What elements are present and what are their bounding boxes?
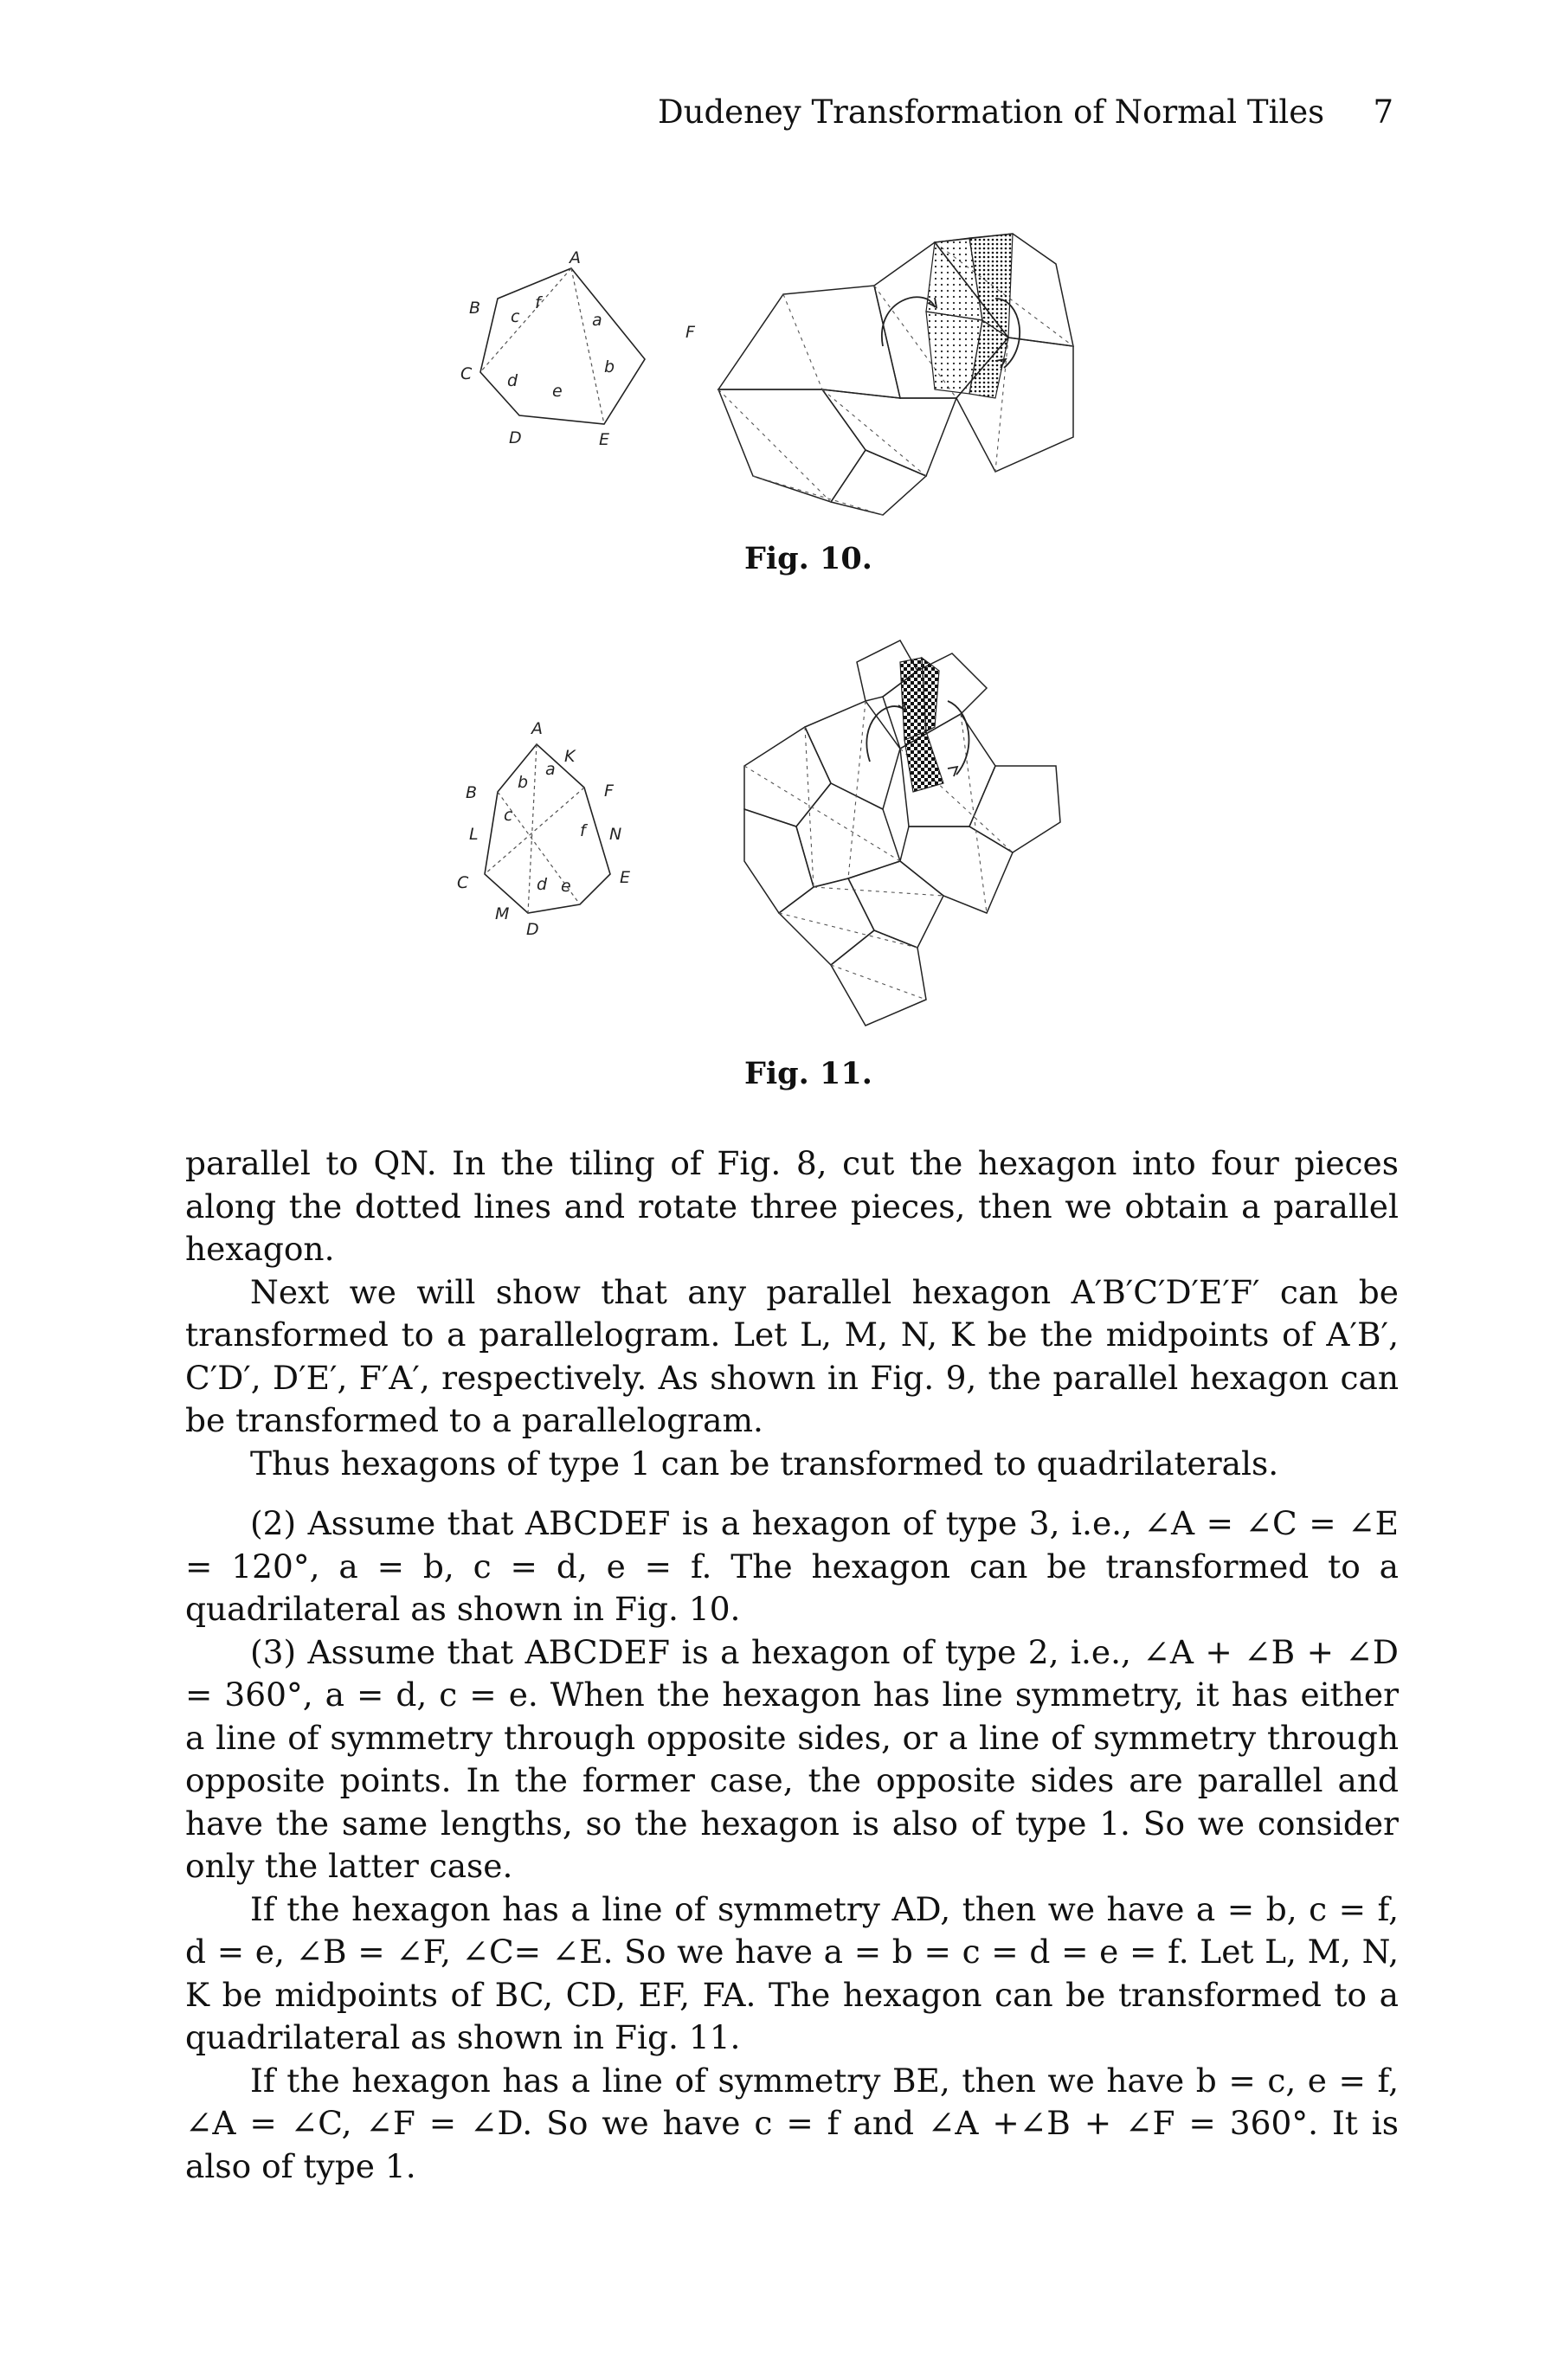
running-head <box>658 93 1393 131</box>
paragraph-6: If the hexagon has a line of symmetry AD, then we have a = b, c = f, d = e, ∠B = ∠F, ∠C= ∠E. So we have a = b = c = d = e = f. Let L, M, N, K be midpoints of BC, CD, EF, FA. The hexagon can be transformed to a quadrilateral as shown in Fig. 11. <box>185 1889 1399 2056</box>
paragraph-7: If the hexagon has a line of symmetry BE, then we have b = c, e = f, ∠A = ∠C, ∠F = ∠D. So we have c = f and ∠A +∠B + ∠F = 360°. It is also of type 1. <box>185 2061 1399 2185</box>
fig10-angle-e: e <box>552 382 563 401</box>
fig11-label-A: A <box>531 719 543 738</box>
paragraph-3: Thus hexagons of type 1 can be transformed to quadrilaterals. <box>250 1444 1279 1483</box>
fig11-label-L: L <box>469 825 479 844</box>
running-title: Dudeney Transformation of Normal Tiles <box>658 93 1325 131</box>
fig10-hexagon <box>450 251 710 450</box>
fig11-label-K: K <box>564 747 576 766</box>
fig11-label-C: C <box>457 873 469 892</box>
paragraph-1: parallel to QN. In the tiling of Fig. 8, cut the hexagon into four pieces along the dotted lines and rotate three pieces, then we obtain a parallel hexagon. <box>185 1144 1399 1268</box>
paragraph-5: (3) Assume that ABCDEF is a hexagon of type 2, i.e., ∠A + ∠B + ∠D = 360°, a = d, c = e. When the hexagon has line symmetry, it has either a line of symmetry through opposite sides, or a line of symmetry through opposite points. In the former case, the opposite sides are parallel and have the same lengths, so the hexagon is also of type 1. So we consider only the latter case. <box>185 1632 1399 1885</box>
fig10-label-C: C <box>460 364 473 383</box>
fig11-label-N: N <box>609 825 622 844</box>
fig11-angle-d: d <box>537 875 548 894</box>
fig11-angle-f: f <box>580 821 586 840</box>
page-number: 7 <box>1373 93 1393 131</box>
fig11-label-D: D <box>526 920 539 939</box>
paragraph-2: Next we will show that any parallel hexagon A′B′C′D′E′F′ can be transformed to a parallelogram. Let L, M, N, K be the midpoints of A′B′, C′D′, D′E′, F′A′, respectively. As shown in Fig. 9, the parallel hexagon can be transformed to a parallelogram. <box>185 1272 1399 1439</box>
paragraph-4: (2) Assume that ABCDEF is a hexagon of type 3, i.e., ∠A = ∠C = ∠E = 120°, a = b, c = d, e = f. The hexagon can be transformed to a quadrilateral as shown in Fig. 10. <box>185 1504 1399 1628</box>
fig10-label-A: A <box>570 251 581 267</box>
fig11-hexagon <box>450 718 710 943</box>
fig10-angle-d: d <box>507 371 518 390</box>
fig10-caption: Fig. 10. <box>744 541 872 576</box>
fig10-label-D: D <box>509 428 522 447</box>
fig10-label-E: E <box>599 430 610 449</box>
fig11-angle-a: a <box>545 760 556 779</box>
fig11-label-B: B <box>466 783 478 802</box>
fig10-angle-a: a <box>592 311 602 330</box>
fig11-label-M: M <box>495 904 510 923</box>
fig11-caption: Fig. 11. <box>744 1056 872 1091</box>
fig10-label-B: B <box>469 299 481 318</box>
fig10-tiling <box>710 216 1108 537</box>
fig11-angle-c: c <box>504 806 513 825</box>
fig10-angle-b: b <box>604 357 615 376</box>
fig11-label-E: E <box>620 868 631 887</box>
fig11-label-F: F <box>604 782 614 801</box>
fig11-angle-e: e <box>561 877 571 896</box>
fig10-angle-c: c <box>511 307 520 326</box>
body-text <box>185 1142 1399 2188</box>
fig10-angle-f: f <box>535 293 541 312</box>
fig11-angle-b: b <box>518 773 529 792</box>
fig11-tiling <box>727 636 1091 1034</box>
fig10-label-F: F <box>685 323 695 342</box>
